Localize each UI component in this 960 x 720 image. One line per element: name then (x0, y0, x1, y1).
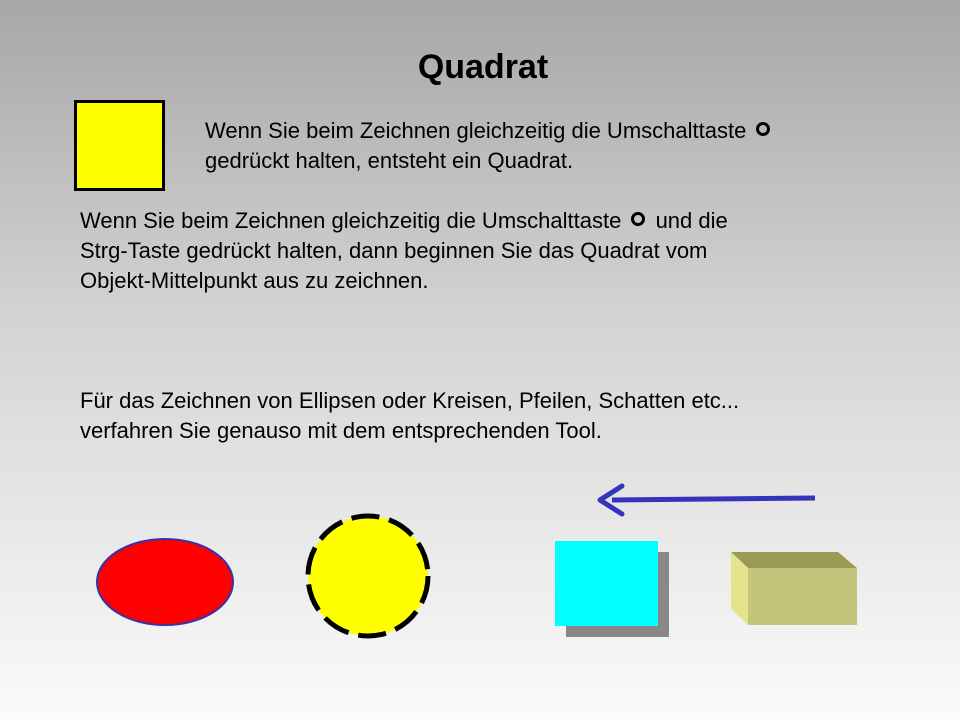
blue-arrow-shape (600, 486, 815, 514)
red-ellipse-shape (97, 539, 233, 625)
paragraph3-line1: Für das Zeichnen von Ellipsen oder Kreisen, Pfeilen, Schatten etc... (80, 388, 740, 413)
slide-title: Quadrat (417, 48, 549, 86)
shadowed-cyan-square-shape (555, 541, 669, 637)
dashed-yellow-circle-shape (308, 516, 428, 636)
paragraph2-line1-after: und die (655, 208, 728, 233)
paragraph1-line2: gedrückt halten, entsteht ein Quadrat. (205, 148, 574, 173)
paragraph2-line3: Objekt-Mittelpunkt aus zu zeichnen. (80, 268, 429, 293)
paragraph3-line2: verfahren Sie genauso mit dem entsprechenden Tool. (80, 418, 602, 443)
paragraph2-line1-before: Wenn Sie beim Zeichnen gleichzeitig die Umschalttaste (80, 208, 622, 233)
paragraph1-line1: Wenn Sie beim Zeichnen gleichzeitig die Umschalttaste (205, 118, 747, 143)
yellow-cube-shape (731, 552, 857, 625)
paragraph2-line2: Strg-Taste gedrückt halten, dann beginnen Sie das Quadrat vom (80, 238, 708, 263)
